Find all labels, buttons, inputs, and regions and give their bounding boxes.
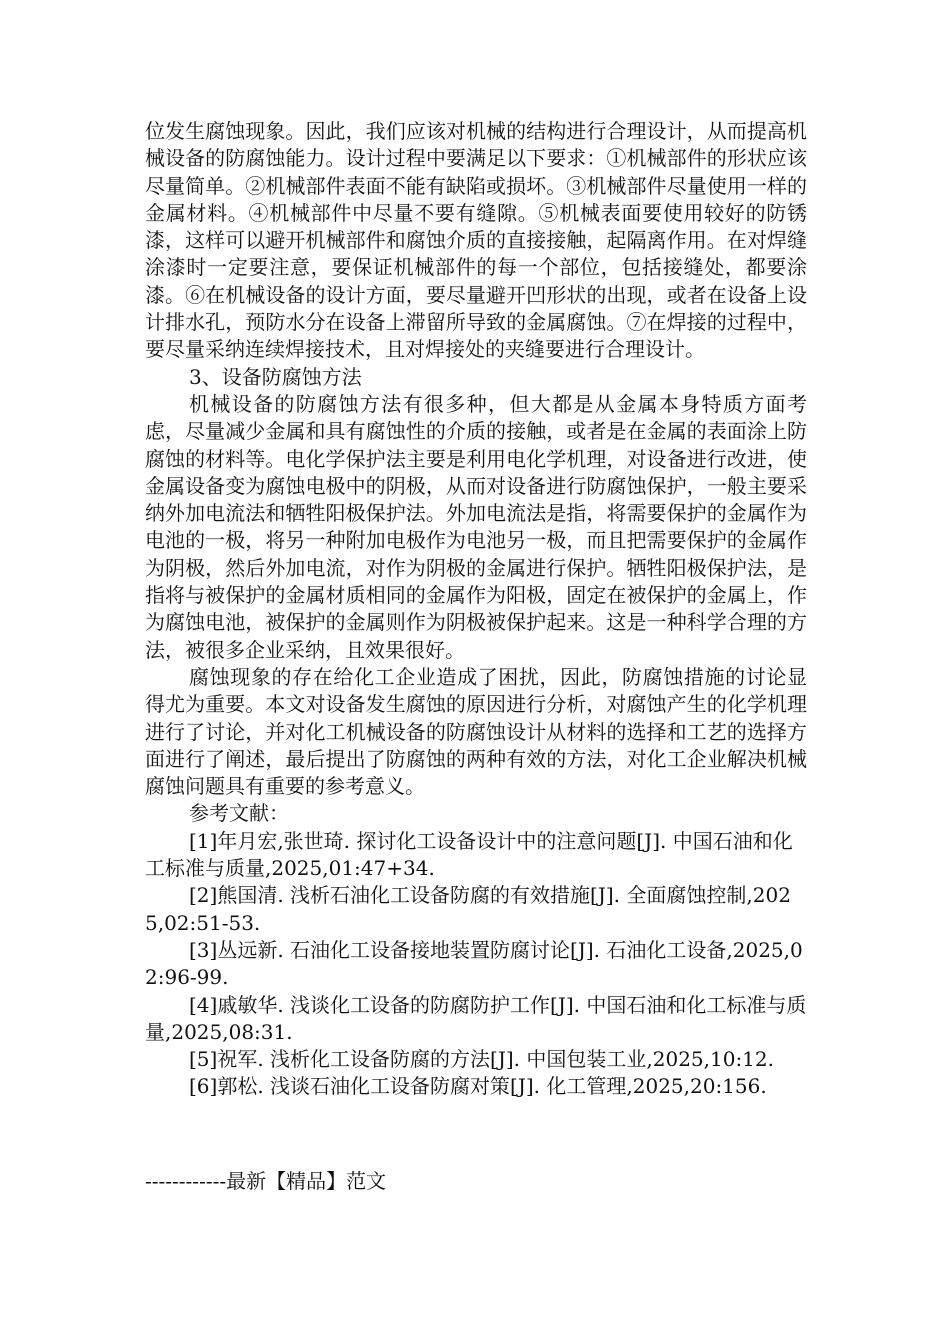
document-page [145,118,807,1101]
references-list [145,828,807,1101]
reference-item: [5]祝军. 浅析化工设备防腐的方法[J]. 中国包装工业,2025,10:12. [189,1047,774,1072]
section-heading: 3、设备防腐蚀方法 [189,364,362,389]
reference-item: [1]年月宏,张世琦. 探讨化工设备设计中的注意问题[J]. 中国石油和化工标准与质量,2025,01:47+34. [145,828,793,881]
body-paragraph-2: 机械设备的防腐蚀方法有很多种，但大都是从金属本身特质方面考虑，尽量减少金属和具有腐蚀性的介质的接触，或者是在金属的表面涂上防腐蚀的材料等。电化学保护法主要是利用电化学机理，对设备进行改进，使金属设备变为腐蚀电极中的阴极，从而对设备进行防腐蚀保护，一般主要采纳外加电流法和牺牲阳极保护法。外加电流法是指，将需要保护的金属作为电池的一极，将另一种附加电极作为电池另一极，而且把需要保护的金属作为阴极，然后外加电流，对作为阴极的金属进行保护。牺牲阳极保护法，是指将与被保护的金属材质相同的金属作为阳极，固定在被保护的金属上，作为腐蚀电池，被保护的金属则作为阴极被保护起来。这是一种科学合理的方法，被很多企业采纳，且效果很好。 [145,391,807,662]
references-title: 参考文献： [189,801,289,826]
reference-item: [3]丛远新. 石油化工设备接地装置防腐讨论[J]. 石油化工设备,2025,02:96-99. [145,937,803,990]
reference-item: [6]郭松. 浅谈石油化工设备防腐对策[J]. 化工管理,2025,20:156. [189,1074,767,1099]
reference-item: [2]熊国清. 浅析石油化工设备防腐的有效措施[J]. 全面腐蚀控制,2025,02:51-53. [145,883,791,935]
reference-item: [4]戚敏华. 浅谈化工设备的防腐防护工作[J]. 中国石油和化工标准与质量,2025,08:31. [145,992,807,1044]
footer-text: ------------最新【精品】范文 [145,1169,387,1193]
body-paragraph-3: 腐蚀现象的存在给化工企业造成了困扰，因此，防腐蚀措施的讨论显得尤为重要。本文对设备发生腐蚀的原因进行分析，对腐蚀产生的化学机理进行了讨论，并对化工机械设备的防腐蚀设计从材料的选择和工艺的选择方面进行了阐述，最后提出了防腐蚀的两种有效的方法，对化工企业解决机械腐蚀问题具有重要的参考意义。 [145,664,807,799]
body-paragraph-1: 位发生腐蚀现象。因此，我们应该对机械的结构进行合理设计，从而提高机械设备的防腐蚀能力。设计过程中要满足以下要求：①机械部件的形状应该尽量简单。②机械部件表面不能有缺陷或损坏。③机械部件尽量使用一样的金属材料。④机械部件中尽量不要有缝隙。⑤机械表面要使用较好的防锈漆，这样可以避开机械部件和腐蚀介质的直接接触，起隔离作用。在对焊缝涂漆时一定要注意，要保证机械部件的每一个部位，包括接缝处，都要涂漆。⑥在机械设备的设计方面，要尽量避开凹形状的出现，或者在设备上设计排水孔，预防水分在设备上滞留所导致的金属腐蚀。⑦在焊接的过程中，要尽量采纳连续焊接技术，且对焊接处的夹缝要进行合理设计。 [145,119,807,362]
